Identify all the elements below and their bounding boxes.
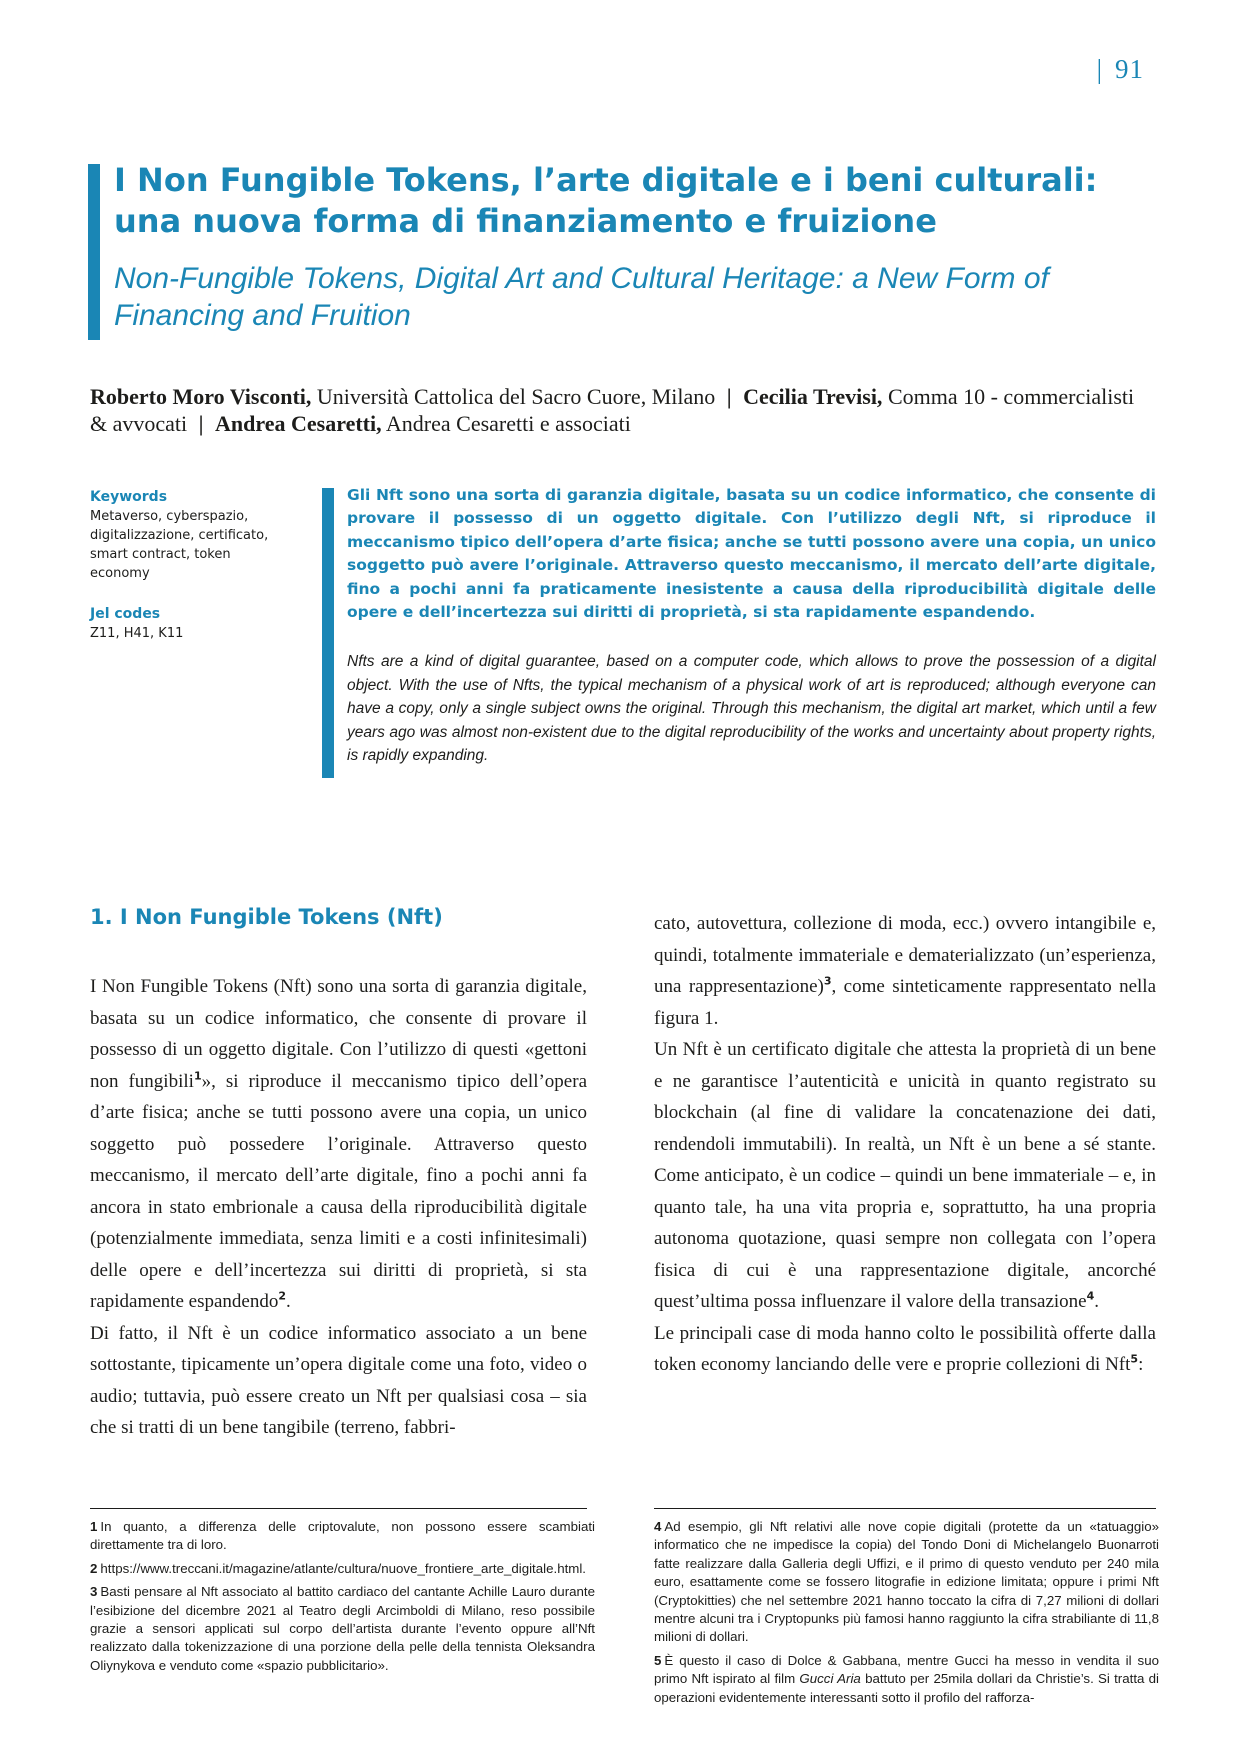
author-separator: |: [198, 411, 204, 436]
footnote-ref: 2: [278, 1289, 286, 1303]
body-text: :: [1138, 1354, 1144, 1375]
body-paragraph: [654, 1318, 1156, 1381]
footnote-number: 1: [90, 1519, 98, 1534]
body-text: .: [1094, 1291, 1100, 1312]
footnote-number: 5: [654, 1652, 662, 1668]
footnote: [90, 1518, 595, 1555]
body-text: , come sinteticamente rappresentato nella figura 1.: [654, 976, 1157, 1029]
footnote-number: 3: [90, 1584, 98, 1600]
body-text: I Non Fungible Tokens (Nft) sono una sorta di garanzia digitale, basata su un codice informatico, che consente di provare il possesso di un oggetto digitale. Con l’utilizzo di questi «gettoni non fungibili: [90, 976, 587, 1092]
author-name: Roberto Moro Visconti,: [90, 384, 312, 409]
jel-heading: Jel codes: [90, 606, 161, 622]
body-text: Le principali case di moda hanno colto le possibilità offerte dalla token economy lanciando delle vere e proprie collezioni di Nft: [654, 1322, 1156, 1375]
footnote: [654, 1518, 1159, 1647]
body-text: cato, autovettura, collezione di moda, ecc.) ovvero intangibile e, quindi, totalmente immateriale e dematerializzato (un’esperienza, una rappresentazione): [654, 913, 1156, 997]
article-title-line2: una nuova forma di finanziamento e fruizione: [114, 202, 937, 240]
author-affiliation: Università Cattolica del Sacro Cuore, Milano: [316, 384, 716, 409]
jel-block: [90, 605, 290, 643]
footnote: [654, 1652, 1159, 1707]
footnote-ref: 5: [1130, 1352, 1139, 1366]
body-paragraph: [90, 971, 587, 1318]
keywords-text: Metaverso, cyberspazio, digitalizzazione, certificato, smart contract, token economy: [90, 509, 269, 581]
page-number: [1097, 54, 1144, 85]
title-accent-bar: [88, 164, 100, 340]
footnote-text: https://www.treccani.it/magazine/atlante/cultura/nuove_frontiere_arte_digitale.html.: [100, 1560, 587, 1576]
footnote: [90, 1583, 595, 1675]
author-affiliation: Comma 10 - commercialisti & avvocati: [90, 384, 1135, 436]
jel-text: Z11, H41, K11: [90, 626, 184, 641]
body-column-left: [90, 971, 587, 1444]
body-text: », si riproduce il meccanismo tipico dell’opera d’arte fisica; anche se tutti possono avere una copia, un unico soggetto può possedere l’originale. Attraverso questo meccanismo, il mercato dell’arte digitale, fino a pochi anni fa ancora in stato embrionale a causa della riproducibilità digitale (potenzialmente immediata, senza limiti e a costi infinitesimali) delle opere e dell’incertezza sui diritti di proprietà, si sta rapidamente espandendo: [90, 1070, 587, 1312]
body-text: Un Nft è un certificato digitale che attesta la proprietà di un bene e ne garantisce l’autenticità e unicità in quanto registrato su blockchain (al fine di validare la concatenazione dei dati, rendendoli immutabili). In realtà, un Nft è un bene a sé stante. Come anticipato, è un codice – quindi un bene immateriale – e, in quanto tale, ha una vita propria e, soprattutto, ha una propria autonoma quotazione, quasi sempre non collegata con l’opera fisica di cui è una rappresentazione digitale, ancorché quest’ultima possa influenzare il valore della transazione: [654, 1039, 1156, 1312]
footnote-ref: 1: [193, 1069, 202, 1083]
article-title: [114, 160, 1148, 242]
author-name: Andrea Cesaretti,: [215, 411, 382, 436]
footnotes-right: [654, 1518, 1159, 1712]
article-title-line1: I Non Fungible Tokens, l’arte digitale e i beni culturali:: [114, 161, 1098, 199]
author-separator: |: [726, 384, 732, 409]
keywords-panel: [90, 488, 290, 665]
footnote-number: 4: [654, 1519, 662, 1534]
abstract-english: Nfts are a kind of digital guarantee, based on a computer code, which allows to prove the possession of a digital object. With the use of Nfts, the typical mechanism of a physical work of art is reproduced; although everyone can have a copy, only a single subject owns the original. Through this mechanism, the digital art market, which until a few years ago was almost non-existent due to the digital reproducibility of the works and uncertainty about property rights, is rapidly expanding.: [347, 653, 1156, 765]
footnote-text: Basti pensare al Nft associato al battito cardiaco del cantante Achille Lauro durante l’esibizione del dicembre 2021 al Teatro degli Arcimboldi di Milano, reso possibile grazie a sensori applicati sul corpo dell’artista durante l’evento oppure all’Nft realizzato dalla tokenizzazione di una porzione della pelle della tennista Oleksandra Oliynykova e venduto come «spazio pubblicitario».: [90, 1584, 595, 1673]
footnote-text: Ad esempio, gli Nft relativi alle nove copie digitali (protette da un «tatuaggio» informatico che ne impedisce la copia) del Tondo Doni di Michelangelo Buonarroti fatte realizzare dalla Galleria degli Uffizi, e il primo di questo venduto per 240 mila euro, esattamente come se fossero litografie in edizione limitata; oppure i primi Nft (Cryptokitties) che nel settembre 2021 hanno toccato la cifra di 7,27 milioni di dollari mentre alcuni tra i Cryptopunks più famosi hanno raggiunto la cifra strabiliante di 11,8 milioni di dollari.: [654, 1519, 1159, 1645]
section-heading: 1. I Non Fungible Tokens (Nft): [90, 905, 443, 929]
abstract: [322, 484, 1156, 767]
body-paragraph: [654, 1034, 1156, 1318]
footnote: [90, 1560, 595, 1578]
footnote-rule-right: [654, 1508, 1156, 1509]
footnote-ref: 3: [823, 974, 832, 988]
abstract-italian: Gli Nft sono una sorta di garanzia digitale, basata su un codice informatico, che consente di provare il possesso di un oggetto digitale. Con l’utilizzo degli Nft, si riproduce il meccanismo tipico dell’opera d’arte fisica; anche se tutti possono avere una copia, un unico soggetto può avere l’originale. Attraverso questo meccanismo, il mercato dell’arte digitale, fino a pochi anni fa praticamente inesistente a causa della riproducibilità digitale delle opere e dell’incertezza sui diritti di proprietà, si sta rapidamente espandendo.: [347, 486, 1156, 622]
page-number-bar: |: [1096, 54, 1103, 84]
title-block: [88, 160, 1148, 334]
footnote-text: È questo il caso di Dolce & Gabbana, mentre Gucci ha messo in vendita il suo primo Nft ispirato al film: [654, 1652, 1159, 1687]
author-name: Cecilia Trevisi,: [743, 384, 883, 409]
abstract-accent-bar: [322, 488, 334, 778]
footnotes-left: [90, 1518, 595, 1680]
article-subtitle: Non-Fungible Tokens, Digital Art and Cultural Heritage: a New Form of Financing and Fruition: [114, 262, 1049, 332]
body-column-right: [654, 908, 1156, 1381]
footnote-rule-left: [90, 1508, 587, 1509]
keywords-block: [90, 488, 290, 583]
body-paragraph: [654, 908, 1156, 1034]
author-line: [90, 383, 1150, 437]
footnote-film-title: Gucci Aria: [799, 1671, 861, 1687]
footnote-text: battuto per 25mila dollari da Christie’s. Si tratta di operazioni evidentemente interessanti sotto il profilo del rafforza-: [654, 1671, 1160, 1705]
footnote-number: 2: [90, 1560, 98, 1576]
footnote-text: In quanto, a differenza delle criptovalute, non possono essere scambiati direttamente tra di loro.: [90, 1519, 595, 1553]
author-affiliation: Andrea Cesaretti e associati: [385, 411, 631, 436]
footnote-ref: 4: [1086, 1289, 1095, 1303]
body-text: .: [286, 1291, 291, 1312]
body-paragraph: Di fatto, il Nft è un codice informatico associato a un bene sottostante, tipicamente un’opera digitale come una foto, video o audio; tuttavia, può essere creato un Nft per qualsiasi cosa – sia che si tratti di un bene tangibile (terreno, fabbri-: [90, 1322, 587, 1438]
keywords-heading: Keywords: [90, 489, 168, 505]
page-number-value: 91: [1115, 54, 1144, 84]
